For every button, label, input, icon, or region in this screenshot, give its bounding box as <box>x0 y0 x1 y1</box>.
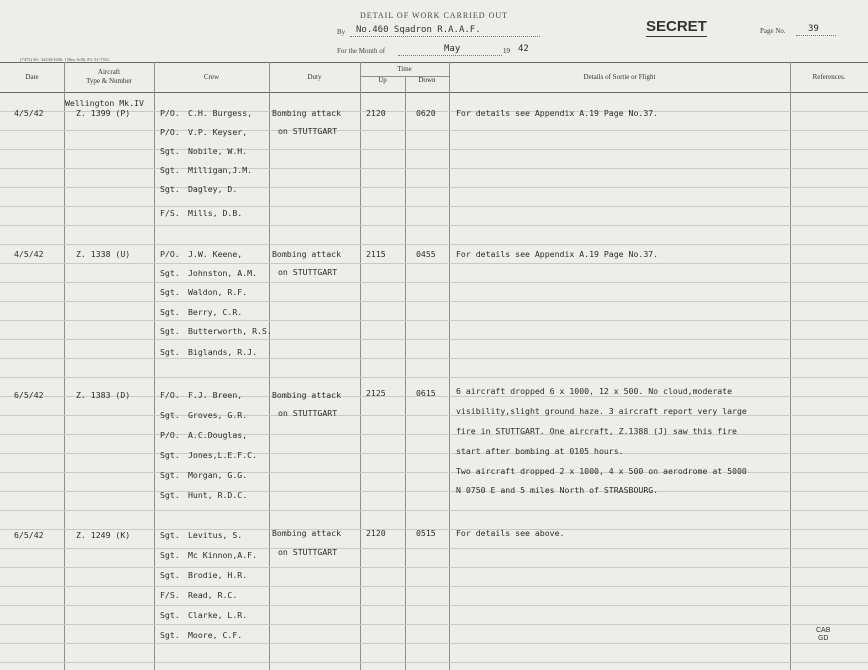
year-prefix: 19 <box>503 47 510 55</box>
unit-dotline <box>350 36 540 37</box>
ruled-line <box>0 130 868 131</box>
crew-name: Butterworth, R.S. <box>188 326 272 336</box>
time-up: 2120 <box>366 528 386 538</box>
aircraft-number: Z. 1383 (D) <box>76 390 131 400</box>
ruled-line <box>0 168 868 169</box>
crew-rank: Sgt. <box>160 268 180 278</box>
stamp-line: GD <box>817 635 829 642</box>
col-header-aircraft: Aircraft Type & Number <box>86 68 132 85</box>
col-divider-times <box>449 62 450 670</box>
crew-rank: Sgt. <box>160 610 180 620</box>
col-header-date: Date <box>25 72 39 81</box>
stamp-line: CAB <box>816 627 831 634</box>
ruled-line <box>0 339 868 340</box>
duty-line-2: on STUTTGART <box>278 126 338 136</box>
ruled-line <box>0 225 868 226</box>
crew-rank: Sgt. <box>160 307 180 317</box>
time-down: 0515 <box>416 528 436 538</box>
crew-rank: F/O. <box>160 390 180 400</box>
aircraft-number: Z. 1249 (K) <box>76 530 131 540</box>
sortie-details-line: For details see above. <box>456 528 565 538</box>
crew-name: Brodie, H.R. <box>188 570 248 580</box>
sortie-details-line: 6 aircraft dropped 6 x 1000, 12 x 500. No cloud,moderate <box>456 386 733 396</box>
ruled-line <box>0 320 868 321</box>
col-divider-duty <box>360 62 361 670</box>
aircraft-number: Z. 1338 (U) <box>76 249 131 259</box>
crew-rank: F/S. <box>160 208 180 218</box>
crew-name: Jones,L.E.F.C. <box>188 450 258 460</box>
time-down: 0455 <box>416 249 436 259</box>
crew-name: Clarke, L.R. <box>188 610 248 620</box>
time-up: 2120 <box>366 108 386 118</box>
crew-rank: Sgt. <box>160 570 180 580</box>
ruled-line <box>0 358 868 359</box>
crew-rank: P/O. <box>160 430 180 440</box>
col-divider-date <box>64 62 65 670</box>
form-title: DETAIL OF WORK CARRIED OUT <box>359 11 509 20</box>
aircraft-type: Wellington Mk.IV <box>65 98 144 108</box>
page-number: 39 <box>808 24 819 34</box>
form-header <box>0 0 868 62</box>
sortie-date: 4/5/42 <box>14 108 44 118</box>
ruled-line <box>0 624 868 625</box>
ruled-line <box>0 263 868 264</box>
duty-line-1: Bombing attack <box>272 390 342 400</box>
sortie-details-line: Two aircraft dropped 2 x 1000, 4 x 500 on aerodrome at 5000 <box>456 466 747 476</box>
month-label: For the Month of <box>337 47 386 55</box>
crew-rank: Sgt. <box>160 347 180 357</box>
crew-rank: Sgt. <box>160 146 180 156</box>
ruled-line <box>0 187 868 188</box>
ruled-line <box>0 453 868 454</box>
crew-rank: Sgt. <box>160 470 180 480</box>
time-down: 0620 <box>416 108 436 118</box>
sortie-details-line: For details see Appendix A.19 Page No.37. <box>456 108 659 118</box>
col-header-time: Time <box>397 64 412 73</box>
crew-name: Read, R.C. <box>188 590 238 600</box>
col-divider-time <box>405 76 406 670</box>
duty-line-1: Bombing attack <box>272 108 342 118</box>
ruled-line <box>0 586 868 587</box>
unit-name: No.460 Sqadron R.A.A.F. <box>356 25 481 35</box>
crew-name: J.W. Keene, <box>188 249 243 259</box>
ruled-line <box>0 206 868 207</box>
duty-line-2: on STUTTGART <box>278 547 338 557</box>
crew-rank: Sgt. <box>160 287 180 297</box>
crew-name: Levitus, S. <box>188 530 243 540</box>
print-code: (7472) Wt. 34230/1636. 150m. 6/40. P.I. 51-7351. <box>20 57 111 62</box>
sortie-details-line: fire in STUTTGART. One aircraft, Z.1388 (J) saw this fire <box>456 426 737 436</box>
crew-name: Groves, G.R. <box>188 410 248 420</box>
col-header-up: Up <box>378 76 387 84</box>
year-value: 42 <box>518 44 529 54</box>
month-value: May <box>444 44 461 54</box>
crew-rank: Sgt. <box>160 165 180 175</box>
col-divider-aircraft <box>154 62 155 670</box>
sortie-details-line: N 0750 E and 5 miles North of STRASBOURG. <box>456 485 659 495</box>
ruled-line <box>0 244 868 245</box>
by-label: By <box>337 28 346 36</box>
crew-rank: P/O. <box>160 249 180 259</box>
crew-name: Dagley, D. <box>188 184 238 194</box>
header-bottom-rule <box>0 92 868 93</box>
crew-rank: F/S. <box>160 590 180 600</box>
crew-name: A.C.Douglas, <box>188 430 248 440</box>
crew-name: Waldon, R.F. <box>188 287 248 297</box>
crew-name: Biglands, R.J. <box>188 347 258 357</box>
page-label: Page No. <box>760 27 786 35</box>
time-up: 2125 <box>366 388 386 398</box>
crew-name: V.P. Keyser, <box>188 127 248 137</box>
crew-rank: Sgt. <box>160 410 180 420</box>
col-divider-details <box>790 62 791 670</box>
aircraft-number: Z. 1399 (P) <box>76 108 131 118</box>
ruled-line <box>0 149 868 150</box>
crew-name: C.H. Burgess, <box>188 108 253 118</box>
sortie-date: 4/5/42 <box>14 249 44 259</box>
ruled-line <box>0 605 868 606</box>
ruled-line <box>0 377 868 378</box>
month-dotline <box>398 55 502 56</box>
crew-name: Morgan, G.G. <box>188 470 248 480</box>
ruled-line <box>0 301 868 302</box>
time-up: 2115 <box>366 249 386 259</box>
archive-stamp <box>816 627 830 643</box>
ruled-line <box>0 662 868 663</box>
sortie-details-line: start after bombing at 0105 hours. <box>456 446 624 456</box>
sortie-date: 6/5/42 <box>14 390 44 400</box>
crew-rank: Sgt. <box>160 326 180 336</box>
crew-rank: P/O. <box>160 108 180 118</box>
crew-name: Moore, C.F. <box>188 630 243 640</box>
crew-rank: Sgt. <box>160 630 180 640</box>
ruled-line <box>0 434 868 435</box>
col-header-references: References. <box>812 72 846 81</box>
crew-name: Berry, C.R. <box>188 307 243 317</box>
duty-line-2: on STUTTGART <box>278 267 338 277</box>
crew-name: Milligan,J.M. <box>188 165 253 175</box>
crew-rank: Sgt. <box>160 490 180 500</box>
crew-name: Mc Kinnon,A.F. <box>188 550 258 560</box>
col-header-down: Down <box>418 76 436 84</box>
ruled-line <box>0 643 868 644</box>
ruled-line <box>0 282 868 283</box>
sortie-details-line: visibility,slight ground haze. 3 aircraft report very large <box>456 406 747 416</box>
col-header-details: Details of Sortie or Flight <box>583 72 656 81</box>
duty-line-2: on STUTTGART <box>278 408 338 418</box>
ruled-line <box>0 491 868 492</box>
crew-name: Mills, D.B. <box>188 208 243 218</box>
crew-rank: Sgt. <box>160 530 180 540</box>
sortie-details-line: For details see Appendix A.19 Page No.37. <box>456 249 659 259</box>
crew-rank: Sgt. <box>160 184 180 194</box>
crew-name: Hunt, R.D.C. <box>188 490 248 500</box>
crew-name: Johnston, A.M. <box>188 268 258 278</box>
crew-rank: Sgt. <box>160 450 180 460</box>
page-dotline <box>796 35 836 36</box>
crew-rank: Sgt. <box>160 550 180 560</box>
ruled-line <box>0 548 868 549</box>
col-header-duty: Duty <box>307 72 322 81</box>
duty-line-1: Bombing attack <box>272 528 342 538</box>
crew-name: F.J. Breen, <box>188 390 243 400</box>
time-down: 0615 <box>416 388 436 398</box>
duty-line-1: Bombing attack <box>272 249 342 259</box>
col-divider-crew <box>269 62 270 670</box>
ruled-line <box>0 510 868 511</box>
ruled-line <box>0 567 868 568</box>
col-header-crew: Crew <box>203 72 220 81</box>
sortie-date: 6/5/42 <box>14 530 44 540</box>
crew-rank: P/O. <box>160 127 180 137</box>
crew-name: Nobile, W.H. <box>188 146 248 156</box>
secret-classification: SECRET <box>646 18 707 35</box>
